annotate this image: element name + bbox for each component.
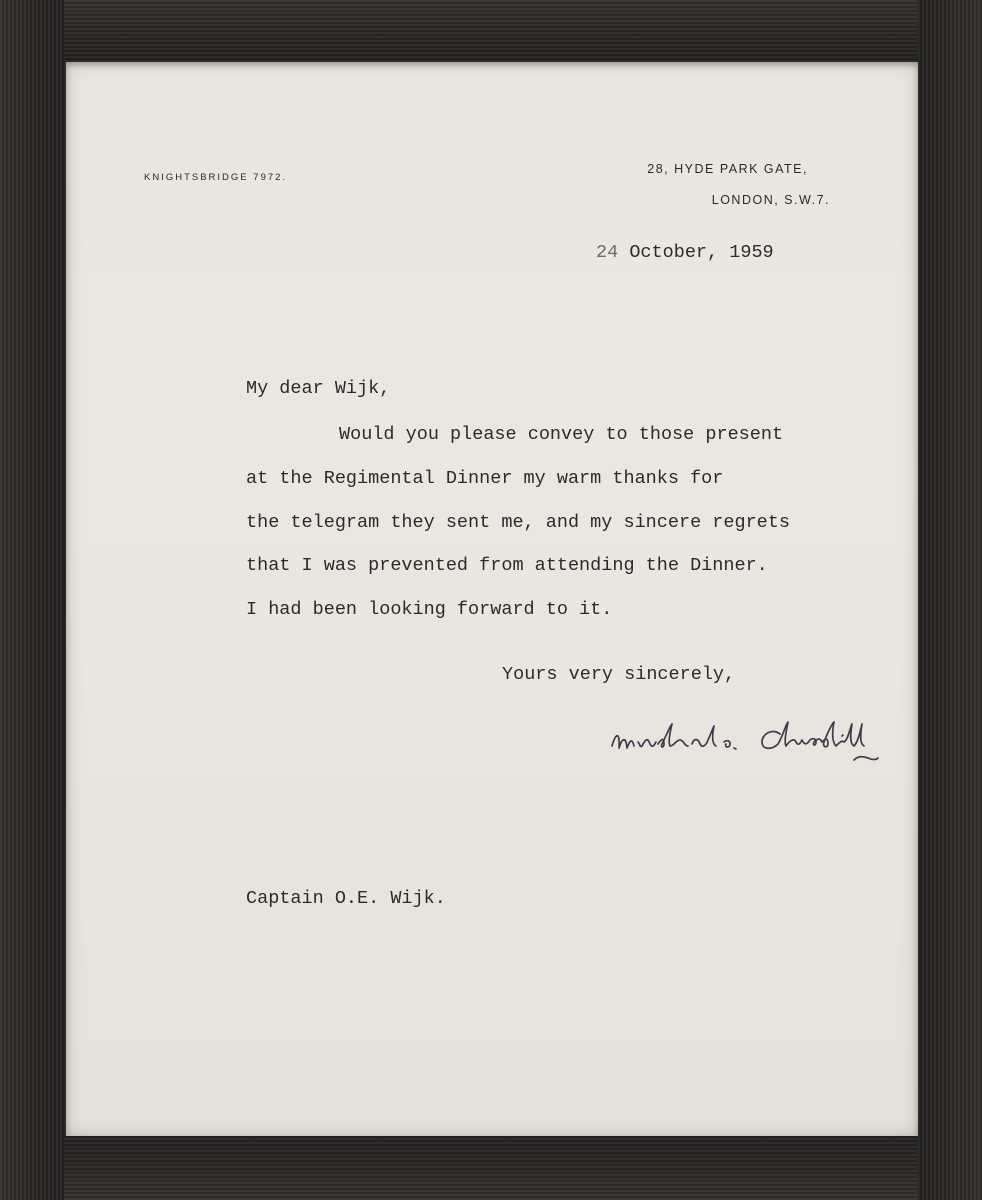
letter-date xyxy=(596,242,774,263)
letter-addressee: Captain O.E. Wijk. xyxy=(246,888,446,909)
letter-paper xyxy=(66,62,918,1136)
letter-body-line: I had been looking forward to it. xyxy=(246,599,613,620)
letterhead-address-line2: LONDON, S.W.7. xyxy=(711,193,830,207)
handwritten-signature xyxy=(606,702,906,782)
frame-right-rail xyxy=(918,0,982,1200)
letter-date-day: 24 xyxy=(596,242,619,263)
frame-top-rail xyxy=(0,0,982,62)
frame-left-rail xyxy=(0,0,64,1200)
letter-body-line: the telegram they sent me, and my sincere regrets xyxy=(246,512,790,533)
frame-bottom-rail xyxy=(0,1136,982,1200)
letter-body-line: that I was prevented from attending the Dinner. xyxy=(246,555,768,576)
letter-closing: Yours very sincerely, xyxy=(502,664,736,685)
letter-salutation: My dear Wijk, xyxy=(246,378,391,399)
letter-body-line: at the Regimental Dinner my warm thanks for xyxy=(246,468,724,489)
letter-body-line: Would you please convey to those present xyxy=(339,424,784,445)
letterhead-phone: KNIGHTSBRIDGE 7972. xyxy=(144,172,288,183)
letter-date-rest: October, 1959 xyxy=(618,242,774,263)
letterhead-address-line1: 28, HYDE PARK GATE, xyxy=(647,162,808,176)
